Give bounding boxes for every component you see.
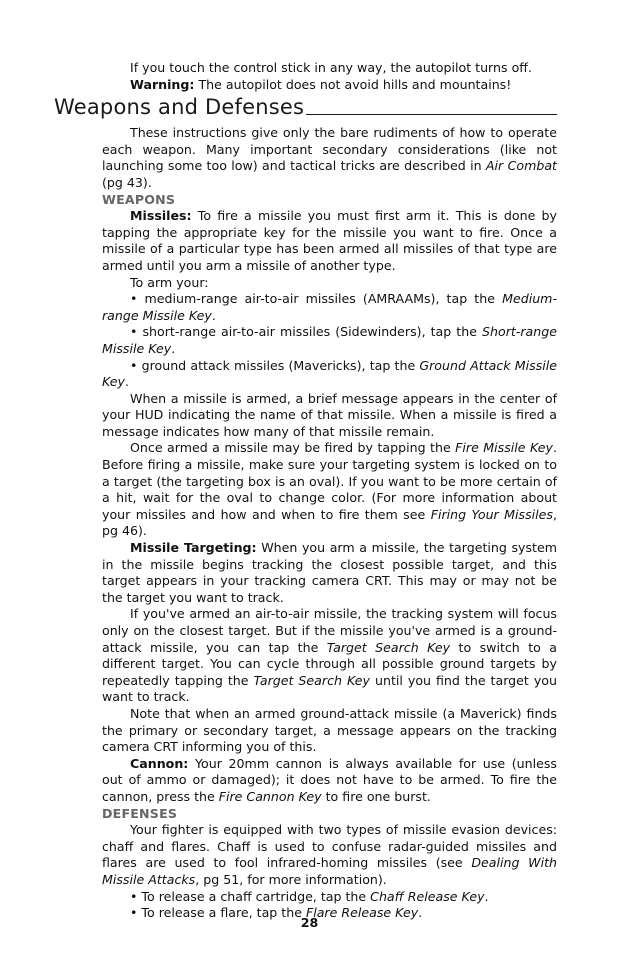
missiles-text: To fire a missile you must first arm it. This is done by tapping the appropriate key for the missile you want to fire. Once a missile of a particular type has been armed all missiles of that type are armed until you arm a missile of another type. — [102, 208, 557, 273]
instructions-text: These instructions give only the bare rudiments of how to operate each weapon. Many important secondary considerations (like not launching some too low) and tactical tricks are described in — [102, 125, 557, 174]
defenses-tail: , pg 51, for more information). — [195, 871, 387, 887]
cannon-text-1: Your 20mm cannon is always available for use (unless out of ammo or damaged); it does not have to be armed. To fire the cannon, press the — [102, 755, 557, 804]
armed-message-paragraph — [102, 391, 557, 441]
instructions-tail: (pg 43). — [102, 174, 152, 190]
firing-missiles-ref: Firing Your Missiles — [430, 506, 553, 522]
aa-text-1: If you've armed an air-to-air missile, the tracking system will focus only on the closest target. But if the missile you've armed is a ground-attack missile, you can tap the — [102, 606, 557, 655]
bullet-amraam: • medium-range air-to-air missiles (AMRAAMs), tap the Medium-range Missile Key. — [102, 291, 557, 323]
bullet-flare-text: • To release a flare, tap the — [130, 905, 306, 921]
ground-attack-key: Ground Attack Missile Key — [102, 357, 557, 390]
short-range-key: Short-range Missile Key — [102, 324, 557, 356]
targeting-paragraph — [102, 540, 557, 606]
fire-paragraph — [102, 440, 557, 540]
air-to-air-paragraph — [102, 606, 557, 706]
bullet-flare: • To release a flare, tap the Flare Release Key. — [130, 905, 423, 921]
missiles-label: Missiles: — [130, 208, 192, 224]
section-heading — [54, 95, 557, 119]
page-number: 28 — [300, 915, 319, 930]
bullet-maverick-text: • ground attack missiles (Mavericks), tap the — [130, 357, 420, 373]
fire-cannon-key: Fire Cannon Key — [218, 788, 322, 804]
bullet-sidewinder: • short-range air-to-air missiles (Sidewinders), tap the Short-range Missile Key. — [102, 324, 557, 356]
cannon-label: Cannon: — [130, 755, 189, 771]
bullet-maverick: • ground attack missiles (Mavericks), tap the Ground Attack Missile Key. — [102, 357, 557, 390]
warning-label: Warning: — [130, 76, 195, 92]
target-search-key-2: Target Search Key — [253, 672, 370, 688]
air-combat-ref: Air Combat — [485, 158, 557, 174]
bullet-amraam-text: • medium-range air-to-air missiles (AMRAAMs), tap the — [130, 291, 503, 307]
targeting-label: Missile Targeting: — [130, 540, 257, 556]
chaff-release-key: Chaff Release Key — [370, 888, 485, 904]
targeting-text: When you arm a missile, the targeting system in the missile begins tracking the closest possible target, and this target appears in your tracking camera CRT. This may or may not be the target you want to track. — [102, 540, 557, 605]
autopilot-paragraph — [102, 60, 557, 77]
fire-text-1: Once armed a missile may be fired by tapping the — [130, 440, 456, 456]
bullet-chaff-text: • To release a chaff cartridge, tap the — [130, 888, 371, 904]
flare-release-key: Flare Release Key — [305, 905, 419, 921]
defenses-paragraph — [102, 822, 557, 888]
target-search-key-1: Target Search Key — [326, 639, 451, 655]
warning-text: The autopilot does not avoid hills and mountains! — [194, 76, 512, 92]
fire-tail: , pg 46). — [102, 506, 557, 539]
aa-text-2: to switch to a different target. You can cycle through all possible ground targets by repeatedly tapping the — [102, 639, 557, 688]
autopilot-line: If you touch the control stick in any way, the autopilot turns off. — [130, 60, 532, 75]
warning-paragraph — [102, 77, 557, 94]
weapons-heading: WEAPONS — [102, 191, 176, 207]
cannon-paragraph — [102, 756, 557, 806]
arm-intro-text: To arm your: — [130, 274, 209, 290]
section-title: Weapons and Defenses — [54, 95, 305, 120]
missile-attacks-ref: Dealing With Missile Attacks — [102, 855, 557, 887]
text-column — [54, 60, 557, 922]
fire-text-2: . Before firing a missile, make sure your targeting system is locked on to a target (the targeting box is an oval). If you want to be more certain of a hit, wait for the oval to change color. (For more information about your missiles and how and when to fire them see — [102, 440, 557, 522]
bullet-sidewinder-text: • short-range air-to-air missiles (Sidewinders), tap the — [130, 324, 483, 340]
instructions-paragraph — [102, 125, 557, 191]
cannon-text-2: to fire one burst. — [321, 788, 431, 804]
note-text: Note that when an armed ground-attack missile (a Maverick) finds the primary or secondary target, a message appears on the tracking camera CRT informing you of this. — [102, 705, 557, 755]
missiles-paragraph — [102, 208, 557, 274]
aa-text-3: until you find the target you want to track. — [102, 672, 557, 705]
note-paragraph — [102, 706, 557, 756]
defenses-text: Your fighter is equipped with two types of missile evasion devices: chaff and flares. Chaff is used to confuse radar-guided missiles and flares are used to fool infrared-homing missiles (see — [102, 822, 557, 871]
arm-intro — [102, 275, 557, 292]
defenses-heading: DEFENSES — [102, 805, 178, 821]
bullet-chaff: • To release a chaff cartridge, tap the Chaff Release Key. — [130, 888, 489, 904]
fire-missile-key: Fire Missile Key — [455, 440, 553, 456]
medium-range-key: Medium-range Missile Key — [102, 291, 557, 323]
armed-message-text: When a missile is armed, a brief message appears in the center of your HUD indicating the name of that missile. When a missile is fired a message indicates how many of that missile remain. — [102, 390, 557, 439]
